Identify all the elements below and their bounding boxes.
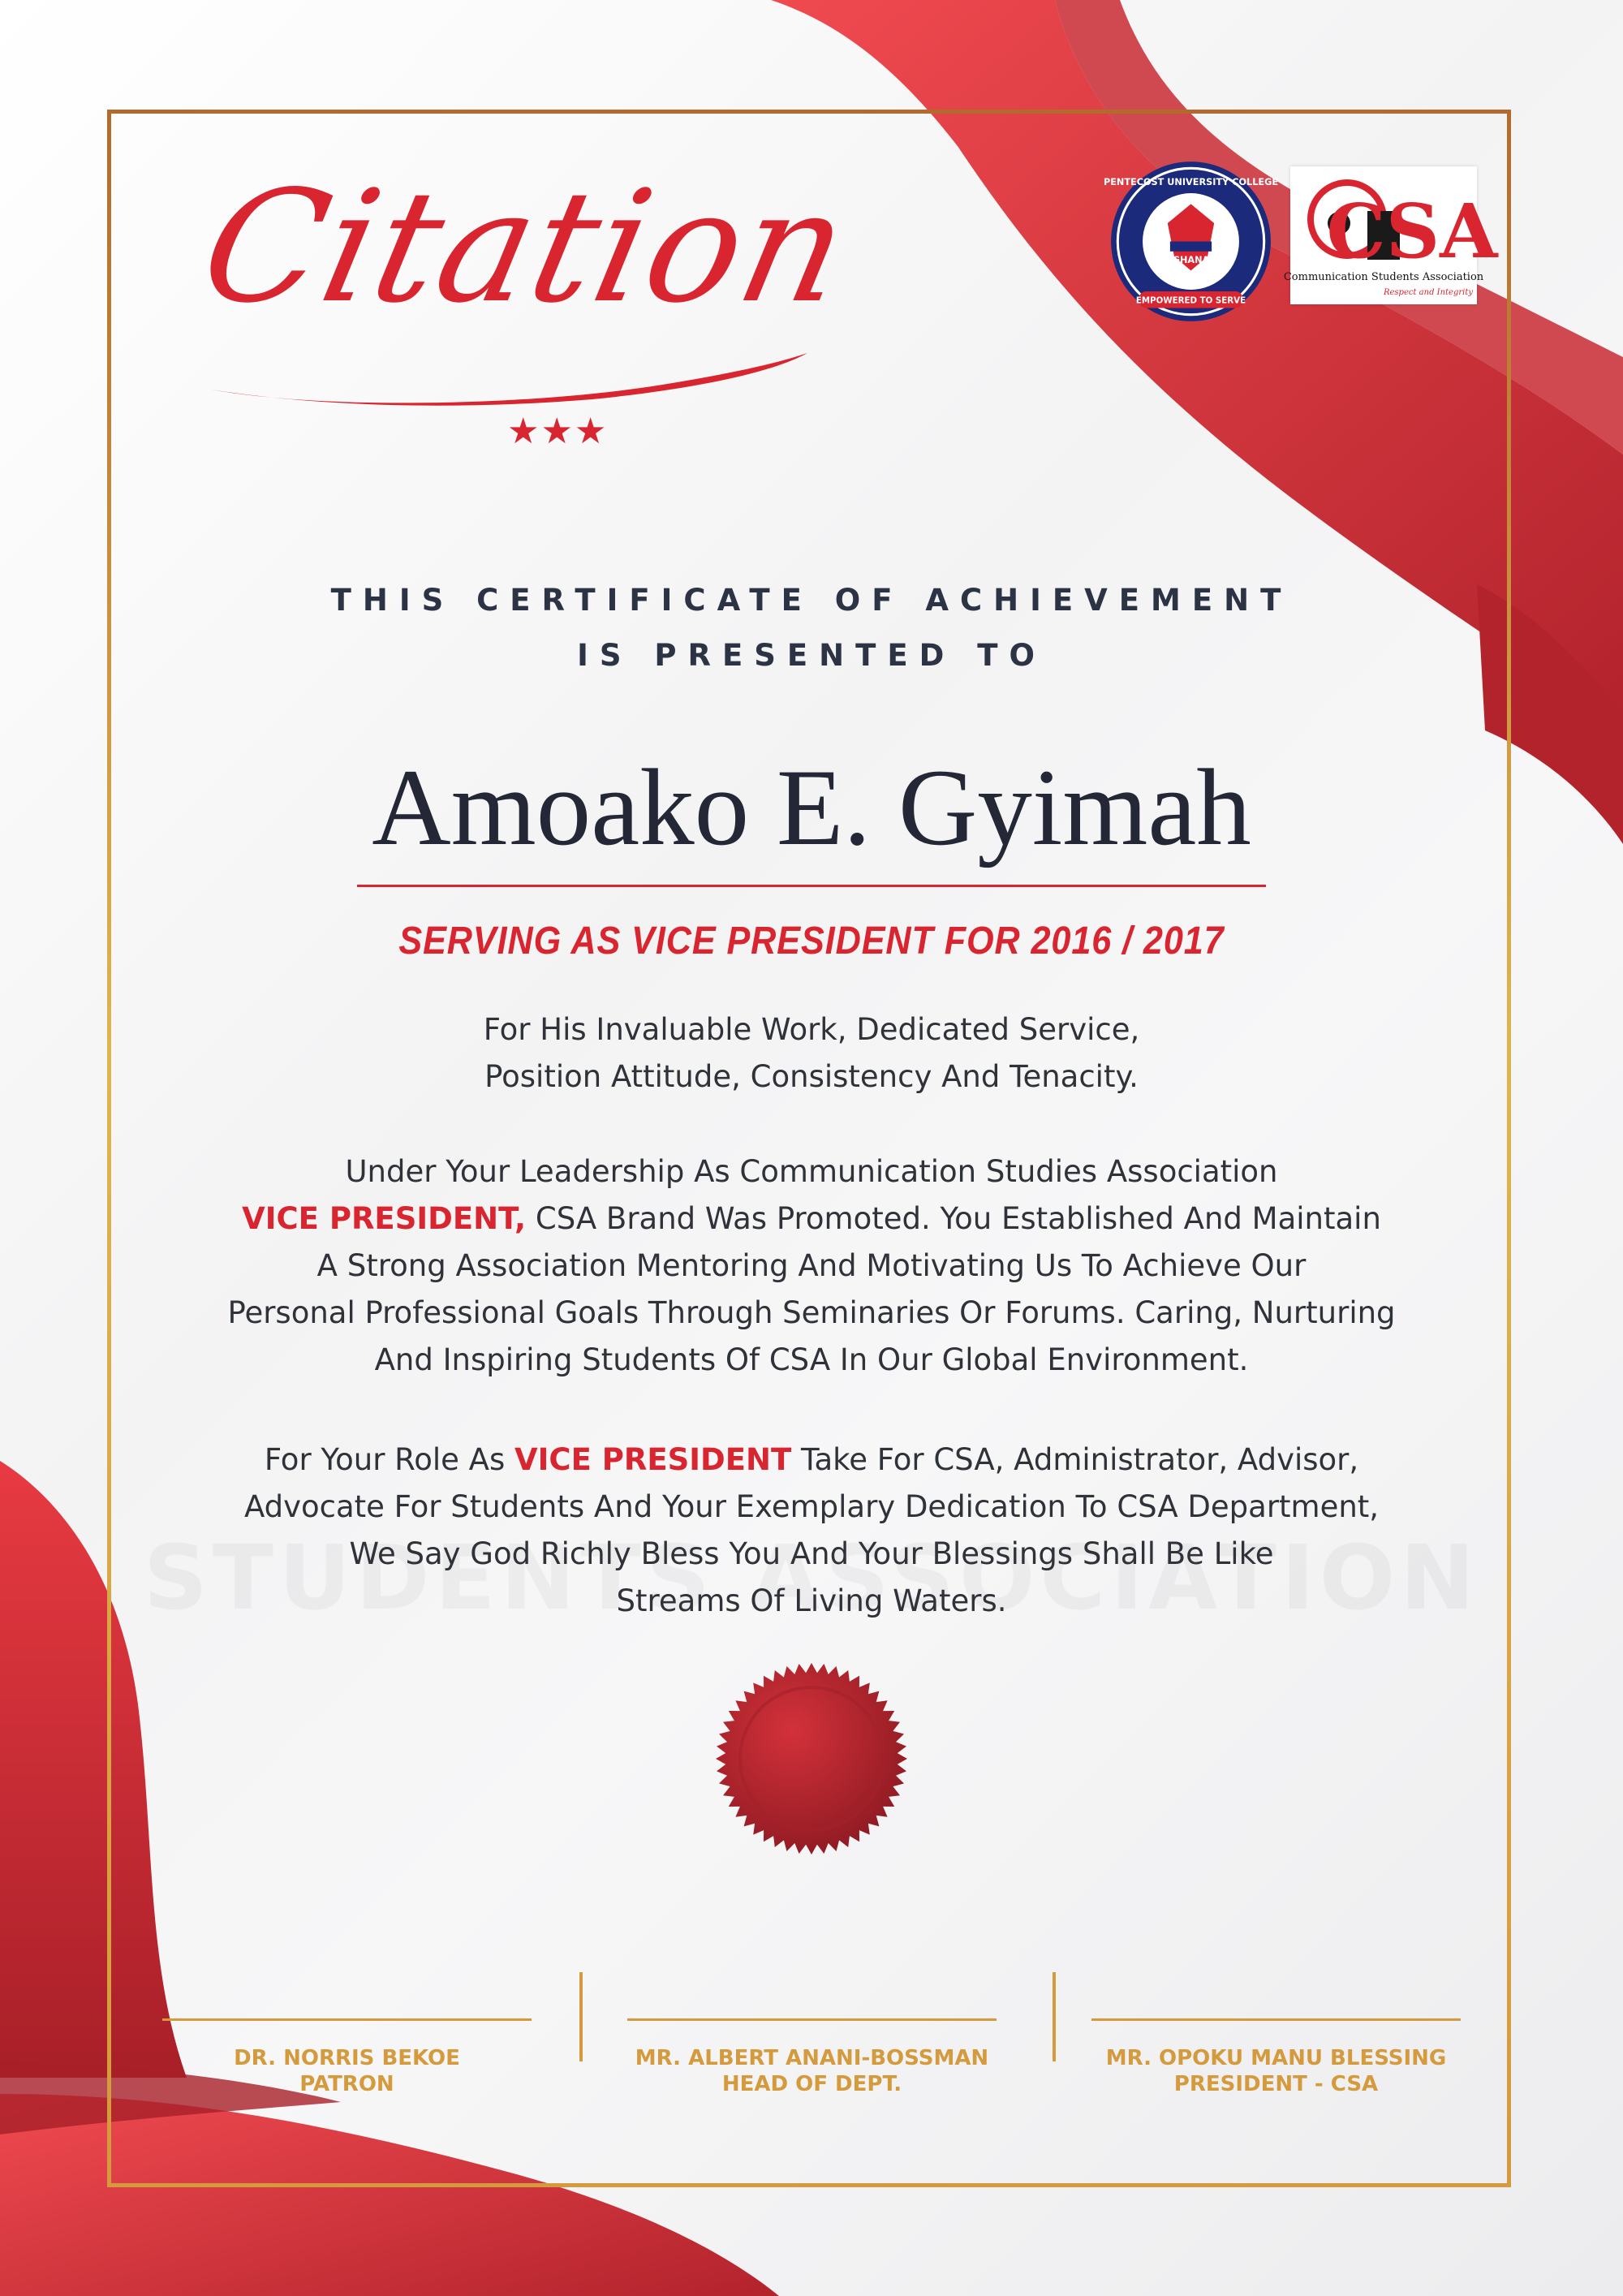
- pentecost-university-logo: [1103, 158, 1279, 325]
- signatory-patron: [162, 2045, 532, 2097]
- signatory-role: HEAD OF DEPT.: [721, 2072, 902, 2096]
- signatory-head-of-dept: [627, 2045, 997, 2097]
- csa-tagline-text: Respect and Integrity: [1383, 288, 1474, 297]
- signature-divider: [579, 1972, 583, 2061]
- title-swash: [203, 341, 820, 414]
- logo-motto-text: EMPOWERED TO SERVE: [1135, 295, 1246, 306]
- paragraph-2-line: Personal Professional Goals Through Seminaries Or Forums. Caring, Nurturing: [227, 1295, 1396, 1330]
- heading-line-1: THIS CERTIFICATE OF ACHIEVEMENT: [330, 583, 1293, 618]
- signatory-name: MR. OPOKU MANU BLESSING: [1105, 2046, 1447, 2070]
- paragraph-2-line: And Inspiring Students Of CSA In Our Global Environment.: [374, 1342, 1249, 1377]
- paragraph-2-line: A Strong Association Mentoring And Motivating Us To Achieve Our: [316, 1248, 1307, 1283]
- recipient-name: Amoako E. Gyimah: [372, 747, 1251, 868]
- signatory-role: PATRON: [299, 2072, 394, 2096]
- signatory-name: MR. ALBERT ANANI-BOSSMAN: [635, 2046, 989, 2070]
- paragraph-3-text: Take For CSA, Administrator, Advisor,: [791, 1442, 1359, 1477]
- serving-subtitle: SERVING AS VICE PRESIDENT FOR 2016 / 2017: [398, 920, 1225, 963]
- paragraph-3-line: Advocate For Students And Your Exemplary Dedication To CSA Department,: [243, 1489, 1380, 1524]
- signatory-name: DR. NORRIS BEKOE: [234, 2046, 460, 2070]
- signature-line: [1091, 2018, 1461, 2021]
- heading-line-2: IS PRESENTED TO: [577, 638, 1046, 673]
- paragraph-3-text: For Your Role As: [264, 1442, 515, 1477]
- paragraph-3-line: [179, 1437, 1444, 1484]
- red-wax-seal: [710, 1657, 913, 1860]
- csa-logo: [1283, 166, 1498, 304]
- name-underline: [357, 885, 1266, 887]
- stars-decoration: ★★★: [507, 411, 609, 451]
- logo-university-text: PENTECOST UNIVERSITY COLLEGE: [1103, 176, 1279, 187]
- paragraph-3-line: Streams Of Living Waters.: [616, 1583, 1007, 1618]
- paragraph-2-line: [179, 1195, 1444, 1243]
- paragraph-1-line: Position Attitude, Consistency And Tenacity.: [484, 1059, 1139, 1094]
- highlight-vice-president: VICE PRESIDENT: [514, 1442, 792, 1477]
- csa-mark-text: CSA: [1326, 187, 1498, 275]
- paragraph-2-line: Under Your Leadership As Communication Studies Association: [345, 1154, 1278, 1189]
- paragraph-2: [179, 1148, 1444, 1384]
- signature-line: [162, 2018, 532, 2021]
- citation-title: Citation: [187, 157, 864, 337]
- paragraph-3-line: We Say God Richly Bless You And Your Blessings Shall Be Like: [349, 1536, 1274, 1571]
- signature-divider: [1053, 1972, 1056, 2061]
- paragraph-2-text: CSA Brand Was Promoted. You Established And Maintain: [526, 1201, 1381, 1236]
- highlight-vice-president: VICE PRESIDENT,: [242, 1201, 527, 1236]
- paragraph-3: [179, 1437, 1444, 1625]
- signature-line: [627, 2018, 997, 2021]
- paragraph-1: [179, 1006, 1444, 1101]
- csa-name-text: Communication Students Association: [1283, 271, 1484, 283]
- logo-ghana-text: GHANA: [1172, 255, 1210, 266]
- signatory-role: PRESIDENT - CSA: [1173, 2072, 1379, 2096]
- signatory-president: [1091, 2045, 1461, 2097]
- paragraph-1-line: For His Invaluable Work, Dedicated Service,: [483, 1012, 1140, 1047]
